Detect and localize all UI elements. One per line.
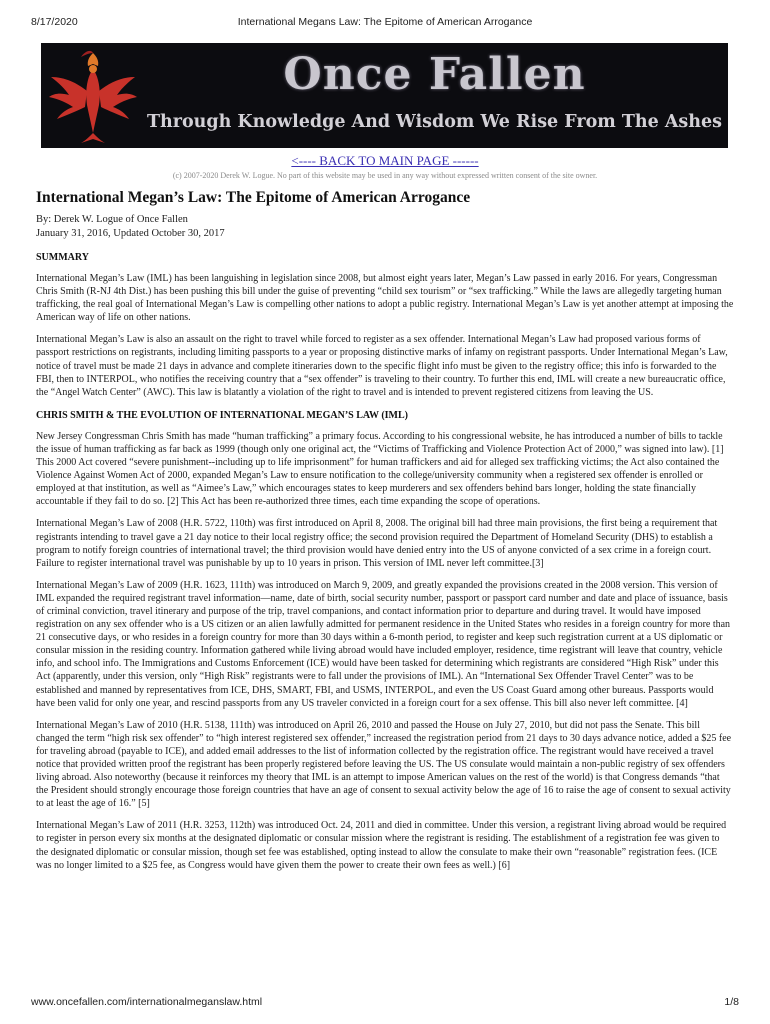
paragraph: International Megan’s Law of 2009 (H.R. 1623, 111th) was introduced on March 9, 2009, and greatly expanded the provisions created in the 2008 version. This version of IML expanded the required registrant travel information—name, date of birth, social security number, passport or passport card number and date and place of issuance, basis of criminal conviction, travel itinerary and purpose of the trip, travel companions, and contact information prior to departure and during travel. It would have imposed registration on any sex offender who is a US citizen or an alien lawfully admitted for permanent residence in the United States who resides in a foreign country for more than 21 consecutive days, or who resides in a foreign country for more than 30 days within a 6-month period, to register and keep such registration current at a US diplomatic or consular mission in the residing country. Information gathered while living abroad would have included employer, residence, time registrant will leave that country, vehicle info, and school info. The Immigrations and Customs Enforcement (ICE) would have been tasked for determining which registrants are considered “High Risk” under this Act (apparently, under this version, only “High Risk” registrants were to fall under the provisions of IML). An “International Sex Offender Travel Center” was to be established and manned by representatives from ICE, DHS, SMART, FBI, and USMS, INTERPOL, and even the US Coast Guard among other bureaus. Passports would have been valid for only one year, and rescind passports from any US traveler convicted in a foreign court for a sex offense. This bill also never left committee. [4]: [36, 579, 731, 709]
paragraph: International Megan’s Law is also an assault on the right to travel while forced to register as a sex offender. International Megan’s Law had proposed various forms of passport restrictions on registrants, including limiting passports to a year or proposing distinctive marks of infamy on registrant passports. Under International Megan’s Law, notice of travel must be made 21 days in advance and complete itineraries down to the specific flight info must be given to the registry office; this info is forwarded to the FBI, then to INTERPOL, who notifies the receiving country that a “sex offender” is traveling to their country. To further this end, IML will create a new bureaucratic office, the “Angel Watch Center” (AWC). This law is blatantly a violation of the right to travel and is intended to prevent registered citizens from leaving the US.: [36, 334, 728, 398]
print-title: International Megans Law: The Epitome of American Arrogance: [237, 16, 533, 28]
print-footer: [31, 996, 739, 1010]
site-banner[interactable]: [41, 43, 728, 148]
print-url: www.oncefallen.com/internationalmeganslaw.html: [31, 996, 263, 1008]
paragraph: International Megan’s Law (IML) has been languishing in legislation since 2008, but almost eight years later, Megan’s Law passed in early 2016. For years, Congressman Chris Smith (R-NJ 4th Dist.) has been pushing this bill under the guise of preventing “child sex tourism” or “sex trafficking.” While the laws are allegedly targeting human trafficking, the real goal of International Megan’s Law is compelling other nations to adopt a public registry. International Megan’s Law is yet another attempt at imposing the American way of life on other nations.: [36, 273, 734, 324]
phoenix-icon: [47, 47, 139, 144]
print-date: 8/17/2020: [31, 16, 78, 28]
site-brand: Once Fallen: [283, 49, 586, 100]
paragraph: International Megan’s Law of 2011 (H.R. 3253, 112th) was introduced Oct. 24, 2011 and died in committee. Under this version, a registrant living abroad would be required to register in person every six months at the designated diplomatic or consular mission where the registrant is residing. The establishment of a registration fee was given to the designated diplomatic or consular mission, though set fee was established, opting instead to allow the consulate to make their own “reasonable” registration fees. (ICE was no longer limited to a $25 fee, as Congress would have given them the power to create their own fees as well.) [6]: [36, 820, 727, 871]
site-tagline: Through Knowledge And Wisdom We Rise From The Ashes: [146, 112, 722, 132]
paragraph: International Megan’s Law of 2008 (H.R. 5722, 110th) was first introduced on April 8, 2008. The original bill had three main provisions, the first being a requirement that registrants intending to travel gave a 21 day notice to their local registry office; the second provision required the Department of Homeland Security (DHS) to establish a program to notify foreign countries of international travel; the third provision would have denied entry into the US of anyone convicted of a sex crime in a foreign court. Failure to register international travel was punishable by up to 10 years in prison. This version of IML never left committee.[3]: [36, 518, 718, 569]
paragraph: International Megan’s Law of 2010 (H.R. 5138, 111th) was introduced on April 26, 2010 and passed the House on July 27, 2010, but did not pass the Senate. This bill changed the term “high risk sex offender” to “high interest registered sex offender,” increased the registration period from 21 days to 30 days advance notice, added a $25 fee for traveling abroad (payable to ICE), and added email addresses to the list of information collected by the registration office. The registrant would have received a travel notice that provided written proof the registrant has been properly registered before leaving the US. The US consulate would maintain a non-public registry of sex offenders living abroad. Also noteworthy (because it reinforces my theory that IML is an attempt to impose American values on the rest of the world) is that Congress demands “that the President should strongly encourage those foreign countries that have an age of consent to sexual activity below the age of 16 to raise the age of consent to sexual activity to at least the age of 16.” [5]: [36, 719, 732, 810]
page-number: 1/8: [724, 996, 739, 1008]
article-title: International Megan’s Law: The Epitome of American Arrogance: [36, 189, 471, 206]
article-date: January 31, 2016, Updated October 30, 2017: [36, 228, 225, 239]
copyright-notice: (c) 2007-2020 Derek W. Logue. No part of this website may be used in any way without expressed written consent of the site owner.: [172, 171, 598, 180]
history-heading: CHRIS SMITH & THE EVOLUTION OF INTERNATIONAL MEGAN’S LAW (IML): [36, 409, 408, 421]
paragraph: New Jersey Congressman Chris Smith has made “human trafficking” a primary focus. According to his congressional website, he has introduced a number of bills to tackle the issue of human trafficking as far back as 1999 (though only one original act, the “Victims of Trafficking and Violence Protection Act of 2000,” was signed into law). [1] This 2000 Act covered “severe punishment--including up to life imprisonment” for human traffickers and aid for alleged sex trafficking victims; the Act also contained the Violence Against Women Act of 2000, expanded Megan’s Law to ensure notification to the college/university community when a registered sex offender is enrolled or employed at that institution, as well as “Aimee’s Law,” which encourages states to keep murderers and sex offenders behind bars longer, holding the state financially accountable if they fail to do so. [2] This Act has been re-authorized three times, each time expanding the scope of operations.: [36, 430, 724, 508]
summary-heading: SUMMARY: [36, 252, 89, 263]
article-byline: By: Derek W. Logue of Once Fallen: [36, 214, 188, 225]
article: [36, 189, 734, 881]
back-to-main-link[interactable]: <---- BACK TO MAIN PAGE ------: [291, 153, 479, 168]
print-header: [31, 16, 739, 30]
